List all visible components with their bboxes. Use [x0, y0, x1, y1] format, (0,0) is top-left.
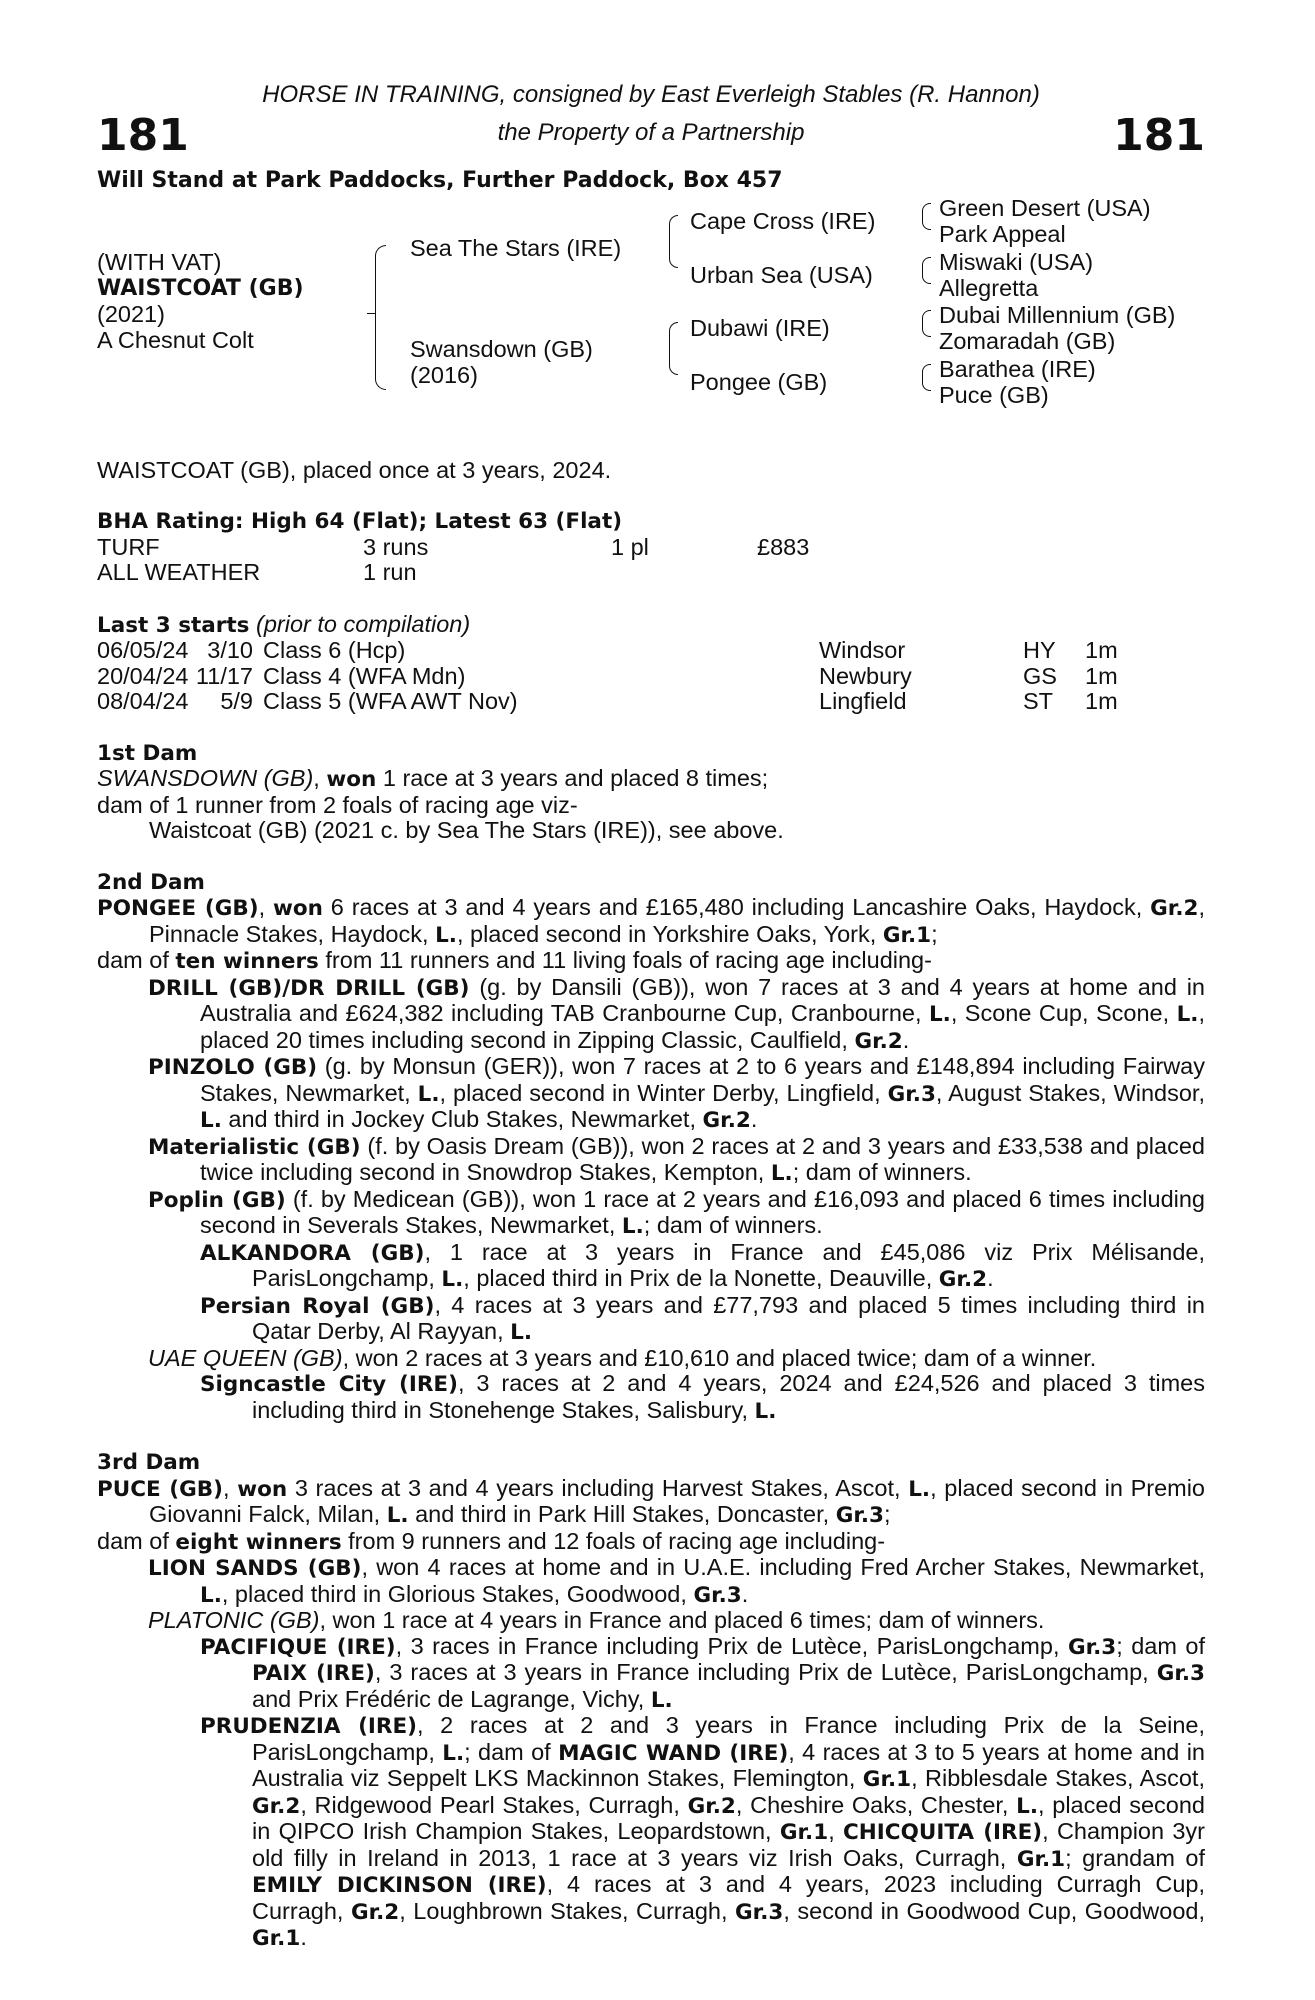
text: ; dam of winners. — [792, 1159, 972, 1185]
dam-name: PUCE (GB) — [97, 1476, 223, 1502]
won-label: won — [272, 896, 323, 921]
text: 1 race at 3 years and placed 8 times; — [376, 765, 769, 791]
first-dam-progeny: Waistcoat (GB) (2021 c. by Sea The Stars (IRE)), see above. — [149, 817, 784, 843]
pedigree-bracket — [922, 216, 931, 230]
stand-location: Will Stand at Park Paddocks, Further Paddock, Box 457 — [97, 168, 783, 193]
rating-section — [97, 509, 1205, 586]
earnings: £883 — [757, 533, 810, 560]
grade: L. — [510, 1320, 533, 1345]
grade: Gr.3 — [835, 1503, 884, 1528]
grade: Gr.1 — [252, 1926, 301, 1951]
horse-name: MAGIC WAND (IRE) — [558, 1740, 789, 1766]
pedigree-bracket — [922, 323, 931, 337]
pedigree-bracket — [669, 322, 678, 349]
text: , won 4 races at home and in U.A.E. including Fred Archer Stakes, Newmarket, — [361, 1554, 1206, 1580]
grade: L. — [908, 1476, 931, 1502]
start-course: Windsor — [819, 637, 906, 663]
last-starts-heading: Last 3 starts — [97, 612, 250, 638]
vat-status: (WITH VAT) — [97, 248, 222, 275]
pedigree-bracket — [922, 377, 931, 391]
grade: Gr.2 — [702, 1108, 751, 1133]
start-position: 5/9 — [220, 688, 253, 714]
grade: L. — [200, 1108, 222, 1133]
progeny-entry — [97, 1371, 1205, 1424]
horse-name: PRUDENZIA (IRE) — [200, 1714, 418, 1739]
grade: L. — [650, 1687, 673, 1713]
start-going: GS — [1023, 662, 1057, 689]
gen3-4: Allegretta — [939, 274, 1039, 301]
text: , second in Goodwood Cup, Goodwood, — [783, 1897, 1205, 1924]
grade: L. — [754, 1398, 777, 1424]
text: 6 races at 3 and 4 years and £165,480 including Lancashire Oaks, Haydock, — [322, 894, 1151, 920]
table-row — [97, 664, 1118, 690]
horse-description: A Chesnut Colt — [97, 326, 254, 353]
horse-name: Signcastle City (IRE) — [200, 1372, 458, 1397]
dam-sire: Dubawi (IRE) — [690, 314, 830, 341]
dam-year: (2016) — [410, 361, 478, 388]
text: , Ribblesdale Stakes, Ascot, — [911, 1765, 1205, 1791]
table-row — [97, 638, 1118, 664]
grade: Gr.3 — [1067, 1634, 1117, 1660]
pedigree-bracket — [367, 313, 375, 314]
progeny-entry — [97, 1713, 1205, 1952]
earnings — [757, 560, 809, 586]
pedigree-bracket — [669, 241, 678, 268]
horse-name: EMILY DICKINSON (IRE) — [252, 1873, 547, 1898]
text: dam of — [97, 947, 176, 973]
gen3-2: Park Appeal — [939, 220, 1066, 247]
text: , placed 20 times including second in Zipping Classic, Caulfield, — [200, 1000, 1205, 1053]
grade: L. — [386, 1503, 409, 1528]
grade: L. — [1016, 1793, 1039, 1819]
horse-name: PLATONIC (GB) — [148, 1607, 320, 1633]
text: , 4 races at 3 to 5 years at home and in Australia viz Seppelt LKS Mackinnon Stakes, Flemington, — [252, 1738, 1205, 1791]
start-distance: 1m — [1085, 662, 1118, 689]
grade: Gr.3 — [735, 1899, 784, 1925]
text: ; grandam of — [1065, 1844, 1205, 1871]
third-dam-heading: 3rd Dam — [97, 1450, 201, 1475]
grade: L. — [417, 1081, 440, 1107]
horse-name: ALKANDORA (GB) — [200, 1240, 425, 1266]
grade: Gr.3 — [693, 1582, 742, 1608]
text: ; — [884, 1501, 891, 1527]
winners-count: ten winners — [175, 949, 319, 974]
progeny-entry — [97, 1608, 1205, 1634]
won-label: won — [326, 767, 377, 792]
race-summary: WAISTCOAT (GB), placed once at 3 years, 2024. — [97, 456, 612, 483]
text: , 4 races at 3 years and £77,793 and placed 5 times including third in Qatar Derby, Al Rayyan, — [252, 1291, 1205, 1344]
surface: TURF — [97, 533, 160, 560]
first-dam-heading: 1st Dam — [97, 740, 198, 766]
progeny-entry — [97, 1054, 1205, 1134]
start-race: Class 5 (WFA AWT Nov) — [263, 688, 518, 714]
grade: L. — [442, 1740, 465, 1766]
grade: Gr.2 — [252, 1793, 301, 1819]
progeny-entry — [97, 975, 1205, 1055]
horse-name: Materialistic (GB) — [148, 1134, 361, 1160]
start-course: Lingfield — [819, 688, 907, 714]
start-going: HY — [1023, 637, 1056, 663]
gen3-6: Zomaradah (GB) — [939, 327, 1116, 354]
text: ; dam of winners. — [643, 1212, 823, 1238]
dam-name: Swansdown (GB) — [410, 335, 593, 362]
text: . — [750, 1106, 758, 1132]
grade: Gr.2 — [687, 1793, 736, 1819]
text: , placed third in Prix de la Nonette, Deauville, — [463, 1265, 939, 1291]
horse-name: Persian Royal (GB) — [200, 1293, 435, 1319]
grade: Gr.2 — [938, 1267, 988, 1292]
table-row — [97, 689, 1118, 715]
horse-name: PINZOLO (GB) — [148, 1055, 318, 1080]
third-dam-section — [97, 1450, 1205, 1952]
pedigree-bracket — [922, 270, 931, 284]
start-position: 11/17 — [195, 662, 253, 689]
text: , placed third in Glorious Stakes, Goodwood, — [221, 1580, 694, 1607]
horse-year: (2021) — [97, 300, 165, 327]
text: (g. by Dansili (GB)), won 7 races at 3 and 4 years at home and in Australia and £624,382 including TAB Cranbourne Cup, Cranbourne, — [200, 973, 1206, 1026]
text: , Scone Cup, Scone, — [950, 1000, 1177, 1026]
text: ; dam of — [1116, 1632, 1205, 1659]
gen3-5: Dubai Millennium (GB) — [939, 301, 1176, 328]
text: from 9 runners and 12 foals of racing age including- — [341, 1527, 886, 1554]
grade: L. — [1176, 1002, 1199, 1027]
text: , 4 races at 3 and 4 years, 2023 including Curragh Cup, Curragh, — [252, 1871, 1205, 1924]
pedigree-bracket — [922, 364, 931, 378]
progeny-entry — [97, 1634, 1205, 1714]
catalogue-page — [97, 80, 1205, 1952]
gen3-1: Green Desert (USA) — [939, 194, 1151, 221]
text: , placed second in Yorkshire Oaks, York, — [456, 920, 883, 947]
first-dam-section — [97, 741, 1205, 844]
start-distance: 1m — [1085, 688, 1118, 714]
text: and Prix Frédéric de Lagrange, Vichy, — [252, 1685, 651, 1712]
text: , 2 races at 2 and 3 years in France including Prix de la Seine, ParisLongchamp, — [252, 1712, 1206, 1765]
text: 3 races at 3 and 4 years including Harvest Stakes, Ascot, — [287, 1474, 909, 1501]
grade: L. — [621, 1214, 644, 1239]
grade: Gr.3 — [1156, 1661, 1205, 1686]
progeny-entry — [97, 1346, 1205, 1372]
horse-name: UAE QUEEN (GB) — [148, 1344, 343, 1371]
dam-name: PONGEE (GB) — [97, 896, 259, 921]
first-dam-produce: dam of 1 runner from 2 foals of racing age viz- — [97, 791, 578, 818]
start-race: Class 6 (Hcp) — [263, 637, 406, 663]
text: and third in Park Hill Stakes, Doncaster, — [408, 1501, 836, 1527]
text: (f. by Oasis Dream (GB)), won 2 races at 2 and 3 years and £33,538 and placed twice including second in Snowdrop Stakes, Kempton, — [200, 1132, 1205, 1185]
text: and third in Jockey Club Stakes, Newmarket, — [221, 1106, 703, 1132]
text: , 3 races at 2 and 4 years, 2024 and £24,526 and placed 3 times including third in Stonehenge Stakes, Salisbury, — [252, 1370, 1205, 1423]
second-dam-section — [97, 870, 1205, 1425]
pedigree — [97, 194, 1205, 422]
progeny-entry — [97, 1134, 1205, 1187]
last-starts-table — [97, 638, 1118, 715]
text: , Cheshire Oaks, Chester, — [735, 1791, 1017, 1818]
start-course: Newbury — [819, 662, 912, 689]
winners-count: eight winners — [175, 1529, 342, 1555]
grade: L. — [441, 1267, 464, 1292]
horse-name: WAISTCOAT (GB) — [97, 275, 304, 301]
sire-sire: Cape Cross (IRE) — [690, 207, 876, 234]
grade: Gr.1 — [779, 1820, 829, 1845]
text: from 11 runners and 11 living foals of racing age including- — [318, 947, 932, 973]
start-date: 20/04/24 — [97, 662, 189, 689]
pedigree-bracket — [669, 348, 678, 375]
text: ; — [931, 920, 938, 947]
text: dam of — [97, 1527, 176, 1554]
text: , — [828, 1818, 844, 1844]
text: , Pinnacle Stakes, Haydock, — [149, 894, 1205, 947]
text: . — [902, 1026, 910, 1053]
sire-name: Sea The Stars (IRE) — [410, 234, 622, 261]
gen3-8: Puce (GB) — [939, 381, 1049, 408]
table-row — [97, 560, 809, 586]
grade: Gr.2 — [1150, 896, 1199, 921]
won-label: won — [237, 1476, 288, 1502]
text: , won 1 race at 4 years in France and placed 6 times; dam of winners. — [319, 1607, 1045, 1633]
horse-name: PACIFIQUE (IRE) — [200, 1634, 396, 1660]
text: . — [741, 1580, 749, 1607]
text: , Champion 3yr old filly in Ireland in 2013, 1 race at 3 years viz Irish Oaks, Curragh, — [252, 1818, 1205, 1871]
grade: Gr.2 — [350, 1899, 400, 1925]
dam-name: SWANSDOWN (GB) — [97, 765, 314, 791]
table-row — [97, 535, 809, 561]
grade: L. — [770, 1161, 793, 1186]
text: , won 2 races at 3 years and £10,610 and placed twice; dam of a winner. — [342, 1344, 1097, 1371]
placed: 1 pl — [611, 533, 649, 560]
horse-name: CHICQUITA (IRE) — [843, 1820, 1043, 1845]
horse-name: PAIX (IRE) — [252, 1661, 375, 1686]
start-race: Class 4 (WFA Mdn) — [263, 662, 466, 689]
text: . — [300, 1924, 307, 1950]
last-starts-section — [97, 612, 1205, 715]
grade: Gr.1 — [862, 1767, 912, 1792]
text: , placed second in QIPCO Irish Champion Stakes, Leopardstown, — [252, 1791, 1205, 1844]
text: , Loughbrown Stakes, Curragh, — [399, 1897, 736, 1924]
text: , 3 races in France including Prix de Lutèce, ParisLongchamp, — [395, 1632, 1068, 1659]
second-dam-produce — [97, 948, 1205, 975]
second-dam-record: PONGEE (GB), won 6 races at 3 and 4 years and £165,480 including Lancashire Oaks, Haydock, Gr.2, Pinnacle Stakes, Haydock, L., placed second in Yorkshire Oaks, York, Gr.1; — [97, 894, 1205, 948]
property-line: the Property of a Partnership — [497, 119, 805, 146]
text: ; dam of — [464, 1738, 559, 1765]
lot-number-right: 181 — [1113, 110, 1205, 161]
horse-name: DRILL (GB)/DR DRILL (GB) — [148, 975, 470, 1001]
text: , placed second in Premio Giovanni Falck, Milan, — [149, 1474, 1206, 1527]
horse-name: LION SANDS (GB) — [148, 1556, 362, 1581]
progeny-entry — [97, 1555, 1205, 1608]
progeny-entry — [97, 1240, 1205, 1293]
third-dam-produce — [97, 1529, 1205, 1556]
text: . — [987, 1265, 994, 1291]
pedigree-bracket — [922, 310, 931, 324]
pedigree-bracket — [669, 215, 678, 242]
text: (g. by Monsun (GER)), won 7 races at 2 to 6 years and £148,894 including Fairway Stakes, Newmarket, — [200, 1053, 1205, 1106]
sire-dam: Urban Sea (USA) — [690, 261, 873, 288]
consignor-line: HORSE IN TRAINING, consigned by East Everleigh Stables (R. Hannon) — [262, 81, 1040, 108]
horse-name: Poplin (GB) — [148, 1187, 286, 1213]
text: (f. by Medicean (GB)), won 1 race at 2 years and £16,093 and placed 6 times including second in Severals Stakes, Newmarket, — [200, 1185, 1205, 1238]
grade: L. — [435, 922, 457, 948]
third-dam-record: PUCE (GB), won 3 races at 3 and 4 years including Harvest Stakes, Ascot, L., placed second in Premio Giovanni Falck, Milan, L. and third in Park Hill Stakes, Doncaster, Gr.3; — [97, 1474, 1206, 1528]
placed — [611, 560, 757, 586]
text: , August Stakes, Windsor, — [935, 1079, 1205, 1106]
grade: Gr.3 — [887, 1081, 936, 1107]
text: , Ridgewood Pearl Stakes, Curragh, — [300, 1791, 688, 1818]
page-header — [97, 80, 1205, 160]
text: , placed second in Winter Derby, Lingfield, — [439, 1079, 888, 1106]
dam-dam: Pongee (GB) — [690, 368, 828, 395]
text: , 3 races at 3 years in France including Prix de Lutèce, ParisLongchamp, — [374, 1659, 1157, 1685]
progeny-entry — [97, 1293, 1205, 1346]
runs: 3 runs — [363, 533, 429, 560]
pedigree-bracket — [922, 203, 931, 217]
runs: 1 run — [363, 559, 417, 585]
grade: Gr.1 — [1016, 1846, 1066, 1872]
start-date: 08/04/24 — [97, 688, 189, 714]
grade: Gr.2 — [854, 1028, 903, 1054]
last-starts-note: (prior to compilation) — [256, 610, 471, 637]
text: , 1 race at 3 years in France and £45,086 viz Prix Mélisande, ParisLongchamp, — [252, 1238, 1205, 1291]
grade: L. — [200, 1582, 222, 1608]
pedigree-bracket — [375, 317, 386, 390]
grade: Gr.1 — [882, 922, 932, 948]
start-distance: 1m — [1085, 637, 1118, 663]
surface: ALL WEATHER — [97, 559, 261, 585]
gen3-3: Miswaki (USA) — [939, 248, 1094, 275]
rating-table — [97, 535, 809, 586]
grade: L. — [928, 1002, 951, 1027]
second-dam-heading: 2nd Dam — [97, 869, 205, 895]
start-date: 06/05/24 — [97, 637, 189, 663]
gen3-7: Barathea (IRE) — [939, 355, 1096, 382]
first-dam-record: SWANSDOWN (GB), won 1 race at 3 years and placed 8 times; — [97, 765, 769, 792]
start-position: 3/10 — [207, 637, 253, 663]
rating-heading: BHA Rating: High 64 (Flat); Latest 63 (Flat) — [97, 509, 623, 534]
pedigree-bracket — [922, 257, 931, 271]
pedigree-bracket — [375, 245, 386, 318]
lot-number-left: 181 — [97, 110, 189, 161]
progeny-entry — [97, 1187, 1205, 1240]
start-going: ST — [1023, 688, 1054, 714]
